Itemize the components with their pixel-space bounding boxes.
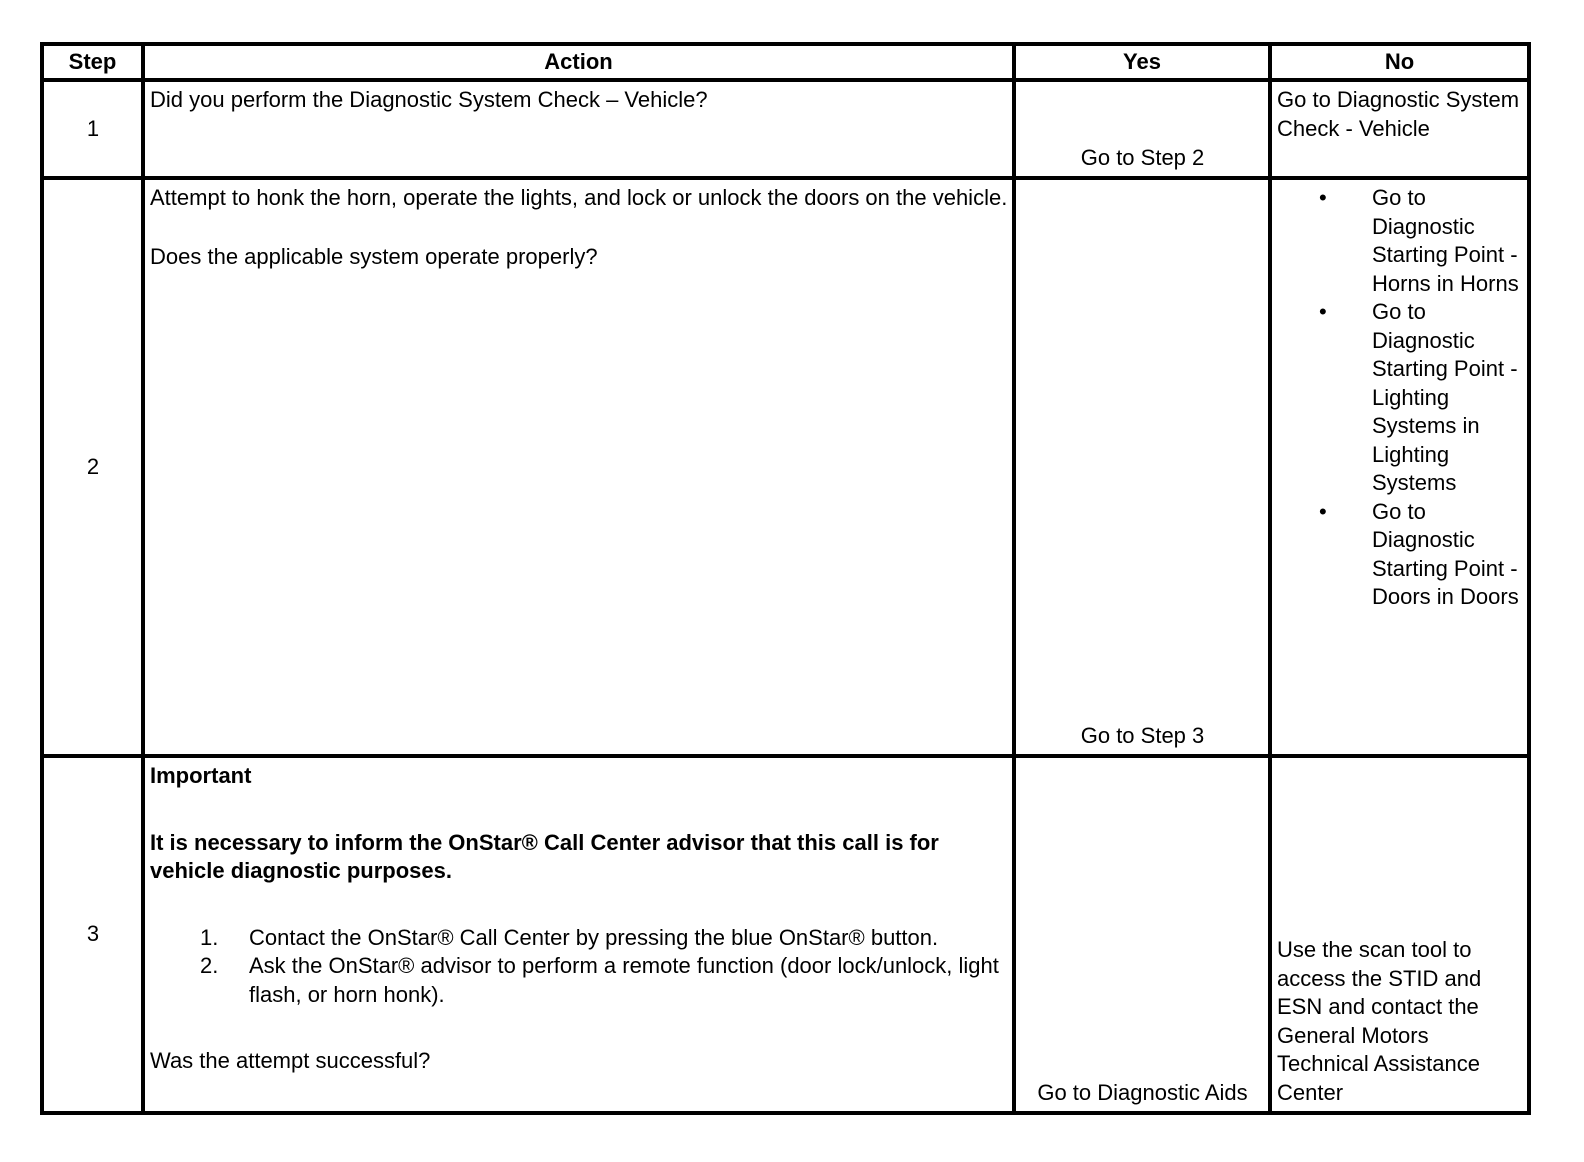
important-text: It is necessary to inform the OnStar® Call Center advisor that this call is for vehicle diagnostic purposes. xyxy=(150,829,939,883)
bullet-icon: • xyxy=(1319,185,1327,210)
action-text: Attempt to honk the horn, operate the lights, and lock or unlock the doors on the vehicle. xyxy=(150,185,1008,210)
header-yes: Yes xyxy=(1014,44,1270,80)
no-options-list xyxy=(1272,184,1525,612)
action-cell xyxy=(143,756,1014,1113)
header-no: No xyxy=(1270,44,1529,80)
list-item: • Go to Diagnostic Starting Point - Lighting Systems in Lighting Systems xyxy=(1319,299,1518,495)
header-action: Action xyxy=(143,44,1014,80)
action-cell xyxy=(143,178,1014,756)
step-number: 3 xyxy=(42,756,143,1113)
diagnostic-table xyxy=(40,42,1531,1115)
step-number: 1 xyxy=(42,80,143,178)
yes-cell: Go to Step 2 xyxy=(1014,80,1270,178)
action-question: Was the attempt successful? xyxy=(150,1048,431,1073)
list-item: 2. Ask the OnStar® advisor to perform a remote function (door lock/unlock, light flash, or horn honk). xyxy=(200,953,999,1007)
list-item: 1. Contact the OnStar® Call Center by pressing the blue OnStar® button. xyxy=(200,924,939,950)
no-cell: Go to Diagnostic System Check - Vehicle xyxy=(1270,80,1529,178)
step-number: 2 xyxy=(42,178,143,756)
yes-cell: Go to Diagnostic Aids xyxy=(1014,756,1270,1113)
header-step: Step xyxy=(42,44,143,80)
action-cell xyxy=(143,80,1014,178)
procedure-list xyxy=(150,924,1008,1010)
list-item: • Go to Diagnostic Starting Point - Doors in Doors xyxy=(1319,498,1519,609)
yes-cell: Go to Step 3 xyxy=(1014,178,1270,756)
table-row xyxy=(42,80,1529,178)
table-row xyxy=(42,178,1529,756)
bullet-icon: • xyxy=(1319,299,1327,324)
list-item: • Go to Diagnostic Starting Point - Horns in Horns xyxy=(1319,185,1519,296)
important-label: Important xyxy=(150,763,252,788)
action-question: Does the applicable system operate properly? xyxy=(150,243,598,269)
no-cell: Use the scan tool to access the STID and ESN and contact the General Motors Technical Assistance Center xyxy=(1270,756,1529,1113)
action-text: Did you perform the Diagnostic System Check – Vehicle? xyxy=(150,87,708,112)
bullet-icon: • xyxy=(1319,498,1327,524)
table-row xyxy=(42,756,1529,1113)
table-header-row xyxy=(42,44,1529,80)
no-cell xyxy=(1270,178,1529,756)
